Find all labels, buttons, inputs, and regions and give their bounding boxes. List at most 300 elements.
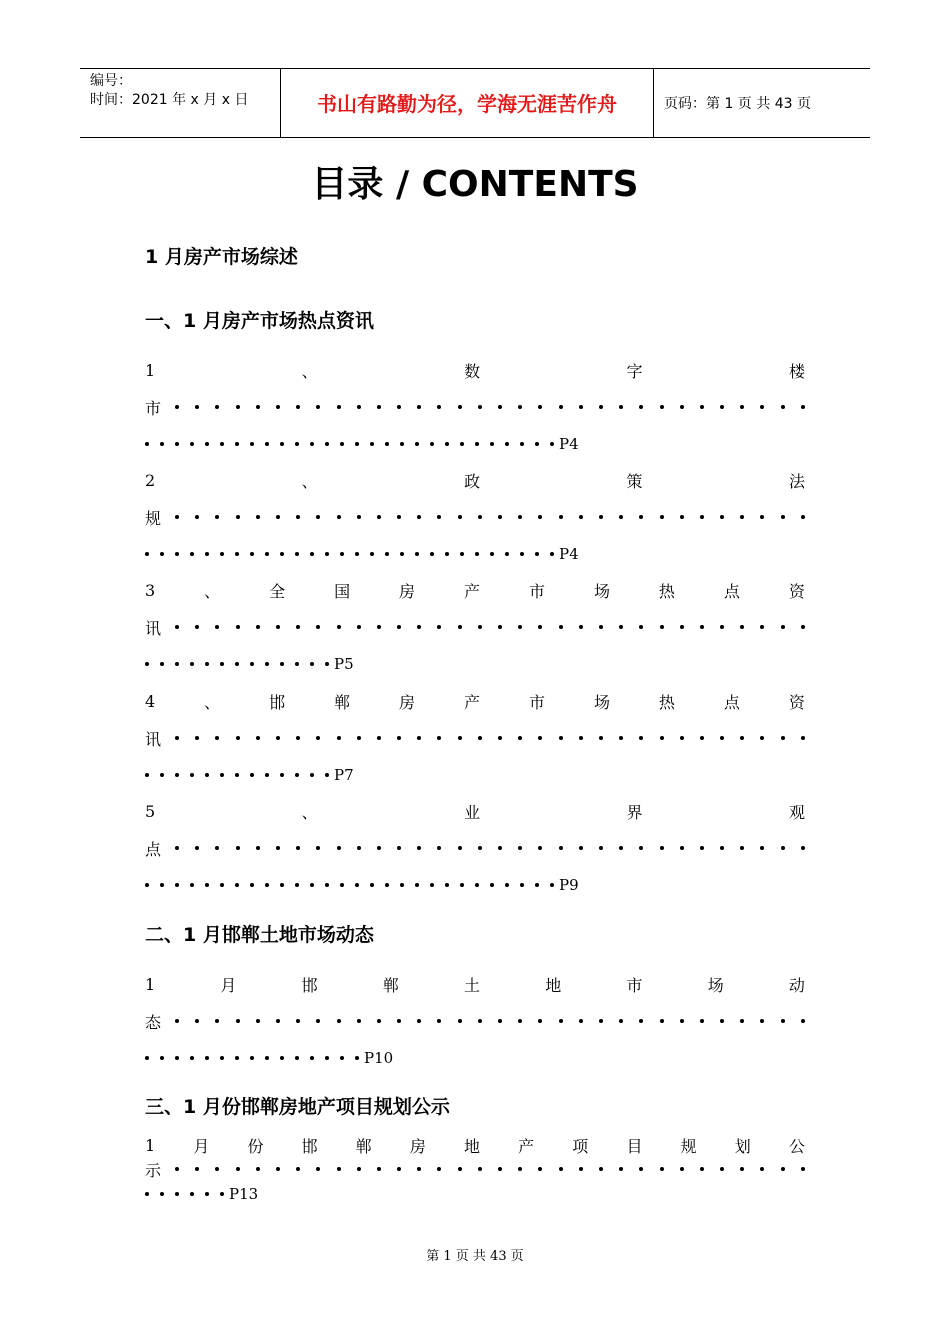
toc-entry-char: 产 [464, 692, 481, 712]
toc-entry-char: 场 [593, 581, 610, 601]
leader-dot [316, 515, 320, 519]
leader-dot [535, 883, 539, 887]
leader-dot [619, 1167, 623, 1171]
leader-dot [680, 736, 684, 740]
leader-dot [520, 552, 524, 556]
leader-dot [801, 515, 805, 519]
leader-dot [250, 442, 254, 446]
leader-dot [340, 883, 344, 887]
leader-dot [505, 442, 509, 446]
leader-dot [397, 405, 401, 409]
leader-dot [370, 552, 374, 556]
leader-dot [357, 1019, 361, 1023]
leader-dot [205, 1056, 209, 1060]
leader-dot [145, 662, 149, 666]
leader-dot [235, 773, 239, 777]
leader-dot [478, 736, 482, 740]
leader-dot [599, 1167, 603, 1171]
leader-dot [538, 736, 542, 740]
toc-entry-char: 政 [464, 471, 481, 491]
leader-dot [236, 515, 240, 519]
leader-dot [550, 552, 554, 556]
toc-entry-char: 点 [723, 692, 740, 712]
toc-entry-char: 房 [399, 581, 416, 601]
leader-dot [781, 405, 785, 409]
toc-entry-char: 市 [626, 975, 643, 995]
leader-dot [316, 1019, 320, 1023]
toc-entry-row[interactable] [145, 577, 805, 603]
leader-dot [518, 1019, 522, 1023]
toc-entry-tail[interactable] [145, 541, 579, 567]
leader-dot [295, 1056, 299, 1060]
leader-dot [498, 405, 502, 409]
dot-leader [175, 405, 805, 409]
leader-dot [498, 1167, 502, 1171]
leader-dot [700, 405, 704, 409]
leader-dot [680, 1167, 684, 1171]
dot-leader [145, 442, 565, 446]
leader-dot [430, 883, 434, 887]
toc-entry-char: 、 [301, 361, 318, 381]
toc-entry-lead[interactable] [145, 835, 805, 861]
leader-dot [195, 625, 199, 629]
leader-dot [276, 515, 280, 519]
leader-dot [801, 405, 805, 409]
leader-dot [250, 662, 254, 666]
leader-dot [190, 662, 194, 666]
leader-dot [430, 442, 434, 446]
leader-dot [437, 515, 441, 519]
leader-dot [236, 1167, 240, 1171]
leader-dot [215, 405, 219, 409]
leader-dot [458, 736, 462, 740]
leader-dot [599, 515, 603, 519]
leader-dot [316, 405, 320, 409]
leader-dot [377, 1167, 381, 1171]
toc-entry-char: 热 [658, 692, 675, 712]
leader-dot [458, 405, 462, 409]
leader-dot [445, 883, 449, 887]
leader-dot [265, 883, 269, 887]
leader-dot [680, 515, 684, 519]
leader-dot [316, 846, 320, 850]
leader-dot [215, 1167, 219, 1171]
toc-entry-char: 5 [145, 801, 156, 821]
toc-page-number: P13 [229, 1185, 259, 1203]
toc-entry-tail[interactable] [145, 872, 579, 898]
toc-entry-row[interactable] [145, 1132, 805, 1158]
leader-dot [256, 736, 260, 740]
leader-dot [205, 773, 209, 777]
leader-dot [445, 552, 449, 556]
toc-entry-char: 界 [626, 802, 643, 822]
leader-dot [740, 1019, 744, 1023]
toc-entry-char: 邯 [301, 975, 318, 995]
leader-dot [190, 442, 194, 446]
leader-dot [760, 736, 764, 740]
leader-dot [700, 846, 704, 850]
leader-dot [316, 1167, 320, 1171]
leader-dot [357, 846, 361, 850]
leader-dot [498, 736, 502, 740]
leader-dot [550, 883, 554, 887]
leader-dot [559, 625, 563, 629]
leader-dot [236, 736, 240, 740]
leader-dot [175, 1019, 179, 1023]
leader-dot [190, 1056, 194, 1060]
leader-dot [437, 405, 441, 409]
toc-entry-row[interactable] [145, 357, 805, 383]
leader-dot [236, 846, 240, 850]
leader-dot [310, 442, 314, 446]
leader-dot [498, 1019, 502, 1023]
toc-entry-tail[interactable] [145, 1181, 258, 1207]
leader-dot [236, 405, 240, 409]
leader-dot [160, 552, 164, 556]
toc-entry-char: 房 [409, 1136, 426, 1156]
dot-leader [175, 846, 805, 850]
leader-dot [220, 1056, 224, 1060]
leader-dot [760, 1019, 764, 1023]
leader-dot [619, 515, 623, 519]
leader-dot [801, 736, 805, 740]
leader-dot [579, 625, 583, 629]
section-heading-land-market: 二、1 月邯郸土地市场动态 [145, 924, 374, 946]
leader-dot [559, 1167, 563, 1171]
toc-entry-char: 目 [626, 1136, 643, 1156]
leader-dot [700, 515, 704, 519]
leader-dot [205, 883, 209, 887]
toc-entry-char: 、 [301, 802, 318, 822]
section-heading-project-planning: 三、1 月份邯郸房地产项目规划公示 [145, 1096, 450, 1118]
toc-entry-row[interactable] [145, 798, 805, 824]
leader-dot [357, 625, 361, 629]
toc-entry-tail[interactable] [145, 762, 354, 788]
leader-dot [160, 773, 164, 777]
leader-dot [760, 515, 764, 519]
dot-leader [145, 552, 565, 556]
leader-dot [475, 442, 479, 446]
leader-dot [265, 662, 269, 666]
leader-dot [400, 442, 404, 446]
leader-dot [385, 442, 389, 446]
leader-dot [340, 442, 344, 446]
leader-dot [490, 442, 494, 446]
leader-dot [377, 1019, 381, 1023]
leader-dot [478, 625, 482, 629]
leader-dot [619, 625, 623, 629]
toc-entry-lead[interactable] [145, 614, 805, 640]
toc-entry-tail[interactable] [145, 431, 579, 457]
toc-entry-char: 字 [626, 361, 643, 381]
leader-dot [337, 846, 341, 850]
toc-entry-char: 策 [626, 471, 643, 491]
leader-dot [460, 442, 464, 446]
toc-entry-char: 1 [145, 974, 156, 994]
leader-dot [397, 515, 401, 519]
toc-entry-char: 3 [145, 580, 156, 600]
leader-dot [599, 625, 603, 629]
toc-entry-char: 观 [788, 802, 805, 822]
leader-dot [337, 405, 341, 409]
leader-dot [660, 515, 664, 519]
leader-dot [215, 846, 219, 850]
leader-dot [781, 846, 785, 850]
toc-entry-char: 场 [707, 975, 724, 995]
leader-dot [801, 1167, 805, 1171]
leader-dot [385, 883, 389, 887]
leader-dot [417, 515, 421, 519]
leader-dot [397, 1019, 401, 1023]
leader-dot [337, 625, 341, 629]
toc-entry-char: 动 [788, 975, 805, 995]
leader-dot [579, 515, 583, 519]
leader-dot [175, 662, 179, 666]
leader-dot [205, 552, 209, 556]
leader-dot [498, 625, 502, 629]
leader-dot [417, 846, 421, 850]
toc-entry-char: 示 [145, 1160, 162, 1180]
leader-dot [160, 442, 164, 446]
leader-dot [250, 1056, 254, 1060]
leader-dot [538, 1167, 542, 1171]
leader-dot [236, 625, 240, 629]
leader-dot [680, 405, 684, 409]
toc-entry-row[interactable] [145, 467, 805, 493]
leader-dot [295, 773, 299, 777]
toc-entry-char: 郸 [355, 1136, 372, 1156]
leader-dot [250, 773, 254, 777]
time-label: 时间：2021 年 x 月 x 日 [90, 92, 249, 108]
leader-dot [215, 625, 219, 629]
leader-dot [559, 736, 563, 740]
toc-entry-char: 讯 [145, 618, 162, 638]
toc-entry-char: 地 [545, 975, 562, 995]
toc-entry-lead[interactable] [145, 1156, 805, 1182]
leader-dot [760, 625, 764, 629]
leader-dot [599, 405, 603, 409]
leader-dot [660, 405, 664, 409]
leader-dot [740, 625, 744, 629]
leader-dot [460, 552, 464, 556]
leader-dot [535, 442, 539, 446]
leader-dot [190, 1192, 194, 1196]
toc-page-number: P7 [334, 766, 354, 784]
leader-dot [415, 883, 419, 887]
leader-dot [325, 773, 329, 777]
leader-dot [377, 846, 381, 850]
leader-dot [559, 515, 563, 519]
leader-dot [145, 1192, 149, 1196]
leader-dot [355, 883, 359, 887]
leader-dot [599, 736, 603, 740]
leader-dot [175, 552, 179, 556]
leader-dot [195, 846, 199, 850]
leader-dot [235, 442, 239, 446]
leader-dot [781, 1167, 785, 1171]
toc-page-number: P5 [334, 655, 354, 673]
leader-dot [296, 515, 300, 519]
leader-dot [337, 736, 341, 740]
leader-dot [740, 846, 744, 850]
leader-dot [639, 846, 643, 850]
leader-dot [250, 883, 254, 887]
leader-dot [296, 405, 300, 409]
toc-entry-lead[interactable] [145, 504, 805, 530]
leader-dot [639, 1019, 643, 1023]
leader-dot [680, 1019, 684, 1023]
leader-dot [538, 405, 542, 409]
leader-dot [295, 442, 299, 446]
toc-entry-row[interactable] [145, 971, 805, 997]
dot-leader [175, 515, 805, 519]
leader-dot [458, 846, 462, 850]
leader-dot [190, 552, 194, 556]
leader-dot [498, 846, 502, 850]
leader-dot [355, 1056, 359, 1060]
leader-dot [220, 552, 224, 556]
leader-dot [437, 1167, 441, 1171]
leader-dot [458, 1019, 462, 1023]
leader-dot [619, 736, 623, 740]
toc-entry-char: 2 [145, 470, 156, 490]
toc-entry-lead[interactable] [145, 1008, 805, 1034]
toc-entry-char: 点 [723, 581, 740, 601]
leader-dot [720, 1167, 724, 1171]
leader-dot [276, 405, 280, 409]
leader-dot [377, 405, 381, 409]
toc-entry-row[interactable] [145, 688, 805, 714]
toc-entry-char: 、 [204, 581, 221, 601]
leader-dot [235, 552, 239, 556]
leader-dot [145, 1056, 149, 1060]
leader-dot [340, 1056, 344, 1060]
leader-dot [397, 846, 401, 850]
leader-dot [760, 405, 764, 409]
leader-dot [579, 405, 583, 409]
section-heading-hot-news: 一、1 月房产市场热点资讯 [145, 310, 374, 332]
leader-dot [475, 552, 479, 556]
toc-entry-char: 市 [528, 581, 545, 601]
leader-dot [400, 552, 404, 556]
dot-leader [145, 883, 565, 887]
leader-dot [397, 736, 401, 740]
toc-entry-char: 项 [572, 1136, 589, 1156]
leader-dot [619, 405, 623, 409]
leader-dot [639, 736, 643, 740]
leader-dot [445, 442, 449, 446]
toc-entry-char: 法 [788, 471, 805, 491]
leader-dot [680, 846, 684, 850]
leader-dot [195, 405, 199, 409]
toc-entry-char: 份 [247, 1136, 264, 1156]
leader-dot [660, 625, 664, 629]
leader-dot [478, 1167, 482, 1171]
leader-dot [220, 883, 224, 887]
leader-dot [145, 552, 149, 556]
leader-dot [190, 773, 194, 777]
page-footer: 第 1 页 共 43 页 [426, 1249, 524, 1264]
leader-dot [357, 515, 361, 519]
toc-entry-lead[interactable] [145, 725, 805, 751]
leader-dot [296, 736, 300, 740]
leader-dot [475, 883, 479, 887]
toc-entry-tail[interactable] [145, 1045, 393, 1071]
leader-dot [680, 625, 684, 629]
leader-dot [256, 515, 260, 519]
leader-dot [550, 442, 554, 446]
leader-dot [619, 846, 623, 850]
leader-dot [276, 1019, 280, 1023]
leader-dot [175, 1167, 179, 1171]
toc-entry-char: 郸 [382, 975, 399, 995]
toc-entry-lead[interactable] [145, 394, 805, 420]
toc-entry-char: 划 [734, 1136, 751, 1156]
leader-dot [498, 515, 502, 519]
leader-dot [175, 736, 179, 740]
leader-dot [700, 1167, 704, 1171]
leader-dot [400, 883, 404, 887]
toc-entry-tail[interactable] [145, 651, 354, 677]
leader-dot [490, 883, 494, 887]
dot-leader [145, 773, 340, 777]
toc-entry-char: 产 [518, 1136, 535, 1156]
leader-dot [295, 662, 299, 666]
toc-entry-char: 点 [145, 839, 162, 859]
leader-dot [355, 552, 359, 556]
leader-dot [316, 736, 320, 740]
toc-entry-char: 市 [145, 398, 162, 418]
leader-dot [599, 846, 603, 850]
leader-dot [337, 515, 341, 519]
leader-dot [639, 405, 643, 409]
leader-dot [316, 625, 320, 629]
leader-dot [235, 883, 239, 887]
toc-entry-char: 态 [145, 1012, 162, 1032]
leader-dot [579, 846, 583, 850]
leader-dot [619, 1019, 623, 1023]
leader-dot [397, 1167, 401, 1171]
toc-entry-char: 规 [145, 508, 162, 528]
leader-dot [801, 1019, 805, 1023]
leader-dot [720, 846, 724, 850]
leader-dot [160, 883, 164, 887]
toc-entry-char: 1 [145, 1135, 156, 1155]
leader-dot [415, 442, 419, 446]
leader-dot [781, 625, 785, 629]
leader-dot [720, 405, 724, 409]
leader-dot [357, 1167, 361, 1171]
leader-dot [220, 442, 224, 446]
leader-dot [781, 1019, 785, 1023]
leader-dot [478, 515, 482, 519]
leader-dot [195, 1167, 199, 1171]
leader-dot [720, 1019, 724, 1023]
leader-dot [518, 1167, 522, 1171]
dot-leader [145, 1192, 235, 1196]
header-motto: 书山有路勤为径，学海无涯苦作舟 [281, 69, 654, 137]
leader-dot [478, 846, 482, 850]
toc-page-number: P10 [364, 1049, 394, 1067]
leader-dot [145, 442, 149, 446]
leader-dot [265, 442, 269, 446]
leader-dot [520, 442, 524, 446]
toc-entry-char: 邯 [301, 1136, 318, 1156]
leader-dot [256, 846, 260, 850]
leader-dot [310, 662, 314, 666]
leader-dot [417, 1019, 421, 1023]
leader-dot [280, 442, 284, 446]
